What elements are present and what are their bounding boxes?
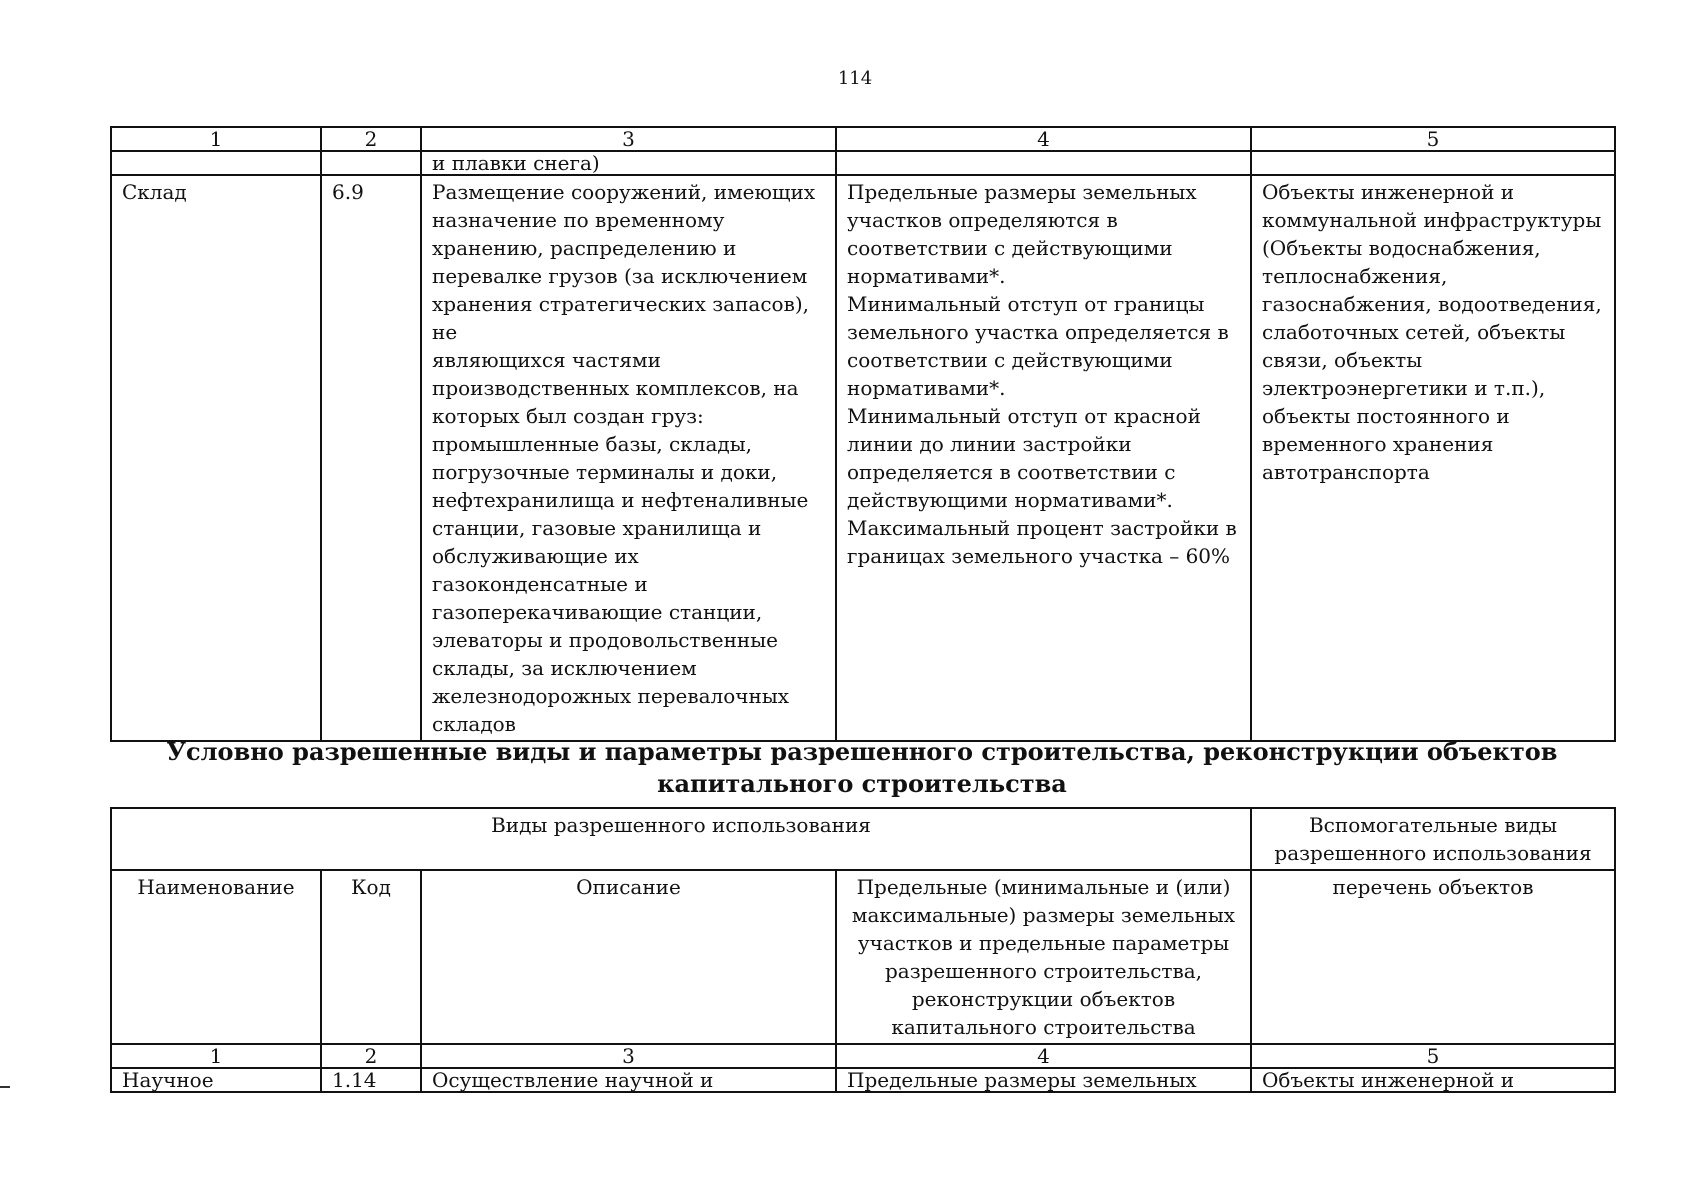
use-code-cell: 6.9 [321, 175, 421, 741]
use-description-cell: Осуществление научной и [421, 1068, 836, 1092]
continuation-auxiliary-cell [1251, 151, 1615, 175]
header-parameters: Предельные (минимальные и (или) максимальные) размеры земельных участков и предельные параметры разрешенного строительства, реконструкции объектов капитального строительства [836, 870, 1251, 1044]
main-permitted-uses-table [110, 126, 1616, 742]
group-header-row [111, 808, 1615, 870]
col-number-3: 3 [421, 1044, 836, 1068]
header-code: Код [321, 870, 421, 1044]
use-name-cell: Склад [111, 175, 321, 741]
auxiliary-uses-group-header: Вспомогательные виды разрешенного использования [1251, 808, 1615, 870]
continuation-row [111, 151, 1615, 175]
use-parameters-cell: Предельные размеры земельных [836, 1068, 1251, 1092]
header-name: Наименование [111, 870, 321, 1044]
header-aux-list: перечень объектов [1251, 870, 1615, 1044]
col-number-4: 4 [836, 1044, 1251, 1068]
use-description-cell: Размещение сооружений, имеющих назначение по временному хранению, распределению и перевалке грузов (за исключением хранения стратегических запасов), не являющихся частями производственных комплексов, на которых был создан груз: промышленные базы, склады, погрузочные терминалы и доки, нефтехранилища и нефтеналивные станции, газовые хранилища и обслуживающие их газоконденсатные и газоперекачивающие станции, элеваторы и продовольственные склады, за исключением железнодорожных перевалочных складов [421, 175, 836, 741]
permitted-uses-group-header: Виды разрешенного использования [111, 808, 1251, 870]
use-name-cell: Научное [111, 1068, 321, 1092]
column-header-row [111, 870, 1615, 1044]
table-row [111, 175, 1615, 741]
margin-mark [0, 1086, 10, 1088]
continuation-description-cell: и плавки снега) [421, 151, 836, 175]
col-number-1: 1 [111, 1044, 321, 1068]
col-number-5: 5 [1251, 127, 1615, 151]
col-number-1: 1 [111, 127, 321, 151]
page-number: 114 [837, 68, 873, 89]
column-number-row [111, 1044, 1615, 1068]
use-auxiliary-cell: Объекты инженерной и [1251, 1068, 1615, 1092]
header-description: Описание [421, 870, 836, 1044]
use-code-cell: 1.14 [321, 1068, 421, 1092]
col-number-5: 5 [1251, 1044, 1615, 1068]
col-number-3: 3 [421, 127, 836, 151]
section-heading: Условно разрешенные виды и параметры разрешенного строительства, реконструкции объектов капитального строительства [166, 737, 1558, 798]
table-row [111, 1068, 1615, 1092]
col-number-2: 2 [321, 1044, 421, 1068]
column-number-row [111, 127, 1615, 151]
col-number-4: 4 [836, 127, 1251, 151]
continuation-code-cell [321, 151, 421, 175]
continuation-name-cell [111, 151, 321, 175]
use-parameters-cell: Предельные размеры земельных участков определяются в соответствии с действующими нормативами*. Минимальный отступ от границы земельного участка определяется в соответствии с действующими нормативами*. Минимальный отступ от красной линии до линии застройки определяется в соответствии с действующими нормативами*. Максимальный процент застройки в границах земельного участка – 60% [836, 175, 1251, 741]
conditional-uses-table [110, 807, 1616, 1093]
use-auxiliary-cell: Объекты инженерной и коммунальной инфраструктуры (Объекты водоснабжения, теплоснабжения, газоснабжения, водоотведения, слаботочных сетей, объекты связи, объекты электроэнергетики и т.п.), объекты постоянного и временного хранения автотранспорта [1251, 175, 1615, 741]
continuation-parameters-cell [836, 151, 1251, 175]
col-number-2: 2 [321, 127, 421, 151]
